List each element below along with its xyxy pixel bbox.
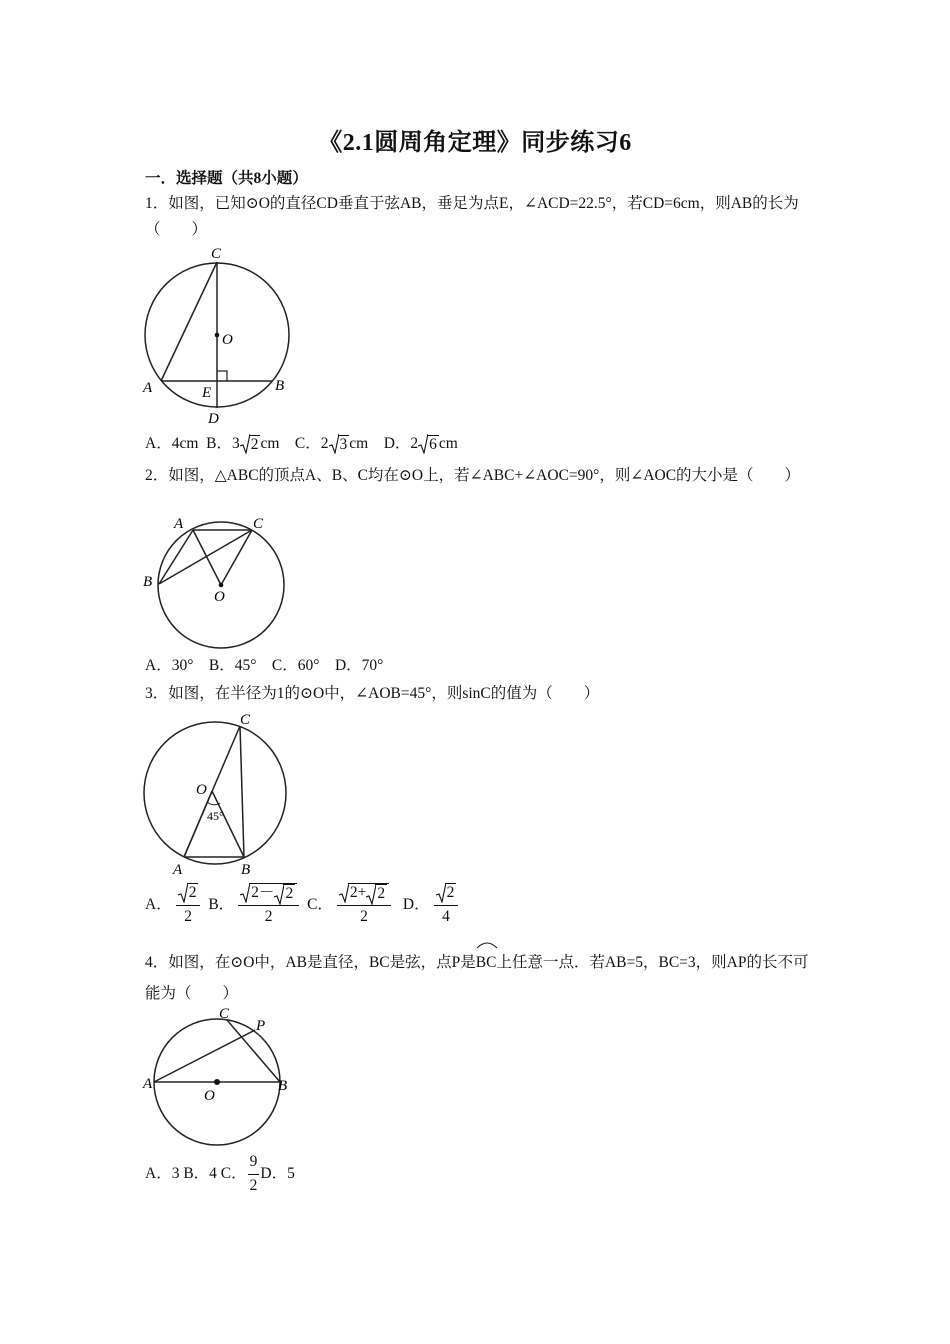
label-p: P — [256, 1018, 266, 1034]
question-1-options — [145, 432, 458, 457]
option-c: C． 2+ 2 2 — [307, 882, 395, 928]
option-d: D．2 6 cm — [383, 435, 458, 453]
option-d: D． $\frac{2}{4}$ — [403, 882, 462, 928]
label-b: B — [278, 1078, 288, 1094]
options-prefix: A．3 B．4 C． — [145, 1165, 247, 1182]
question-1-text: 1．如图，已知⊙O的直径CD垂直于弦AB，垂足为点E，∠ACD=22.5°，若CD=6cm，则AB的长为（ ） — [145, 195, 799, 238]
label-a: A — [173, 862, 183, 878]
question-2-text: 2．如图，△ABC的顶点A、B、C均在⊙O上，若∠ABC+∠AOC=90°，则∠AOC的大小是（ ） — [145, 467, 801, 484]
label-c: C — [240, 712, 251, 728]
question-3-options — [145, 882, 462, 928]
label-o: O — [214, 589, 225, 605]
question-2-options: A．30° B．45° C．60° D．70° — [145, 657, 384, 674]
arc-bc: BC — [476, 947, 497, 978]
question-3-text: 3．如图，在半径为1的⊙O中，∠AOB=45°，则sinC的值为（ ） — [145, 685, 600, 702]
segment-bc — [240, 726, 244, 857]
question-2-figure — [140, 513, 290, 653]
segment-bc — [159, 530, 252, 584]
question-4-text: 4．如图，在⊙O中，AB是直径，BC是弦，点P是 BC上任意一点．若AB=5，BC=3，则AP的长不可能为（ ） — [145, 947, 815, 1009]
segment-bo — [212, 791, 244, 857]
label-a: A — [174, 516, 184, 532]
question-1-figure — [140, 240, 300, 425]
option-c-fraction: $\frac{9}{2}$ — [249, 1153, 258, 1194]
option-a: A．4cm — [145, 435, 199, 453]
circle-o — [144, 722, 286, 864]
label-b: B — [275, 378, 285, 394]
label-c: C — [211, 246, 222, 262]
option-d: D．5 — [260, 1165, 295, 1182]
question-4-figure — [140, 1002, 300, 1147]
label-o: O — [222, 332, 233, 348]
center-dot — [215, 333, 220, 338]
option-c: C．2 3 cm — [294, 435, 369, 453]
option-a: A． $\frac{2}{2}$ — [145, 882, 204, 928]
segment-ac — [184, 726, 240, 857]
center-dot — [219, 583, 224, 588]
page-title: 《2.1圆周角定理》同步练习6 — [318, 130, 632, 156]
label-o: O — [196, 782, 207, 798]
right-angle-mark — [217, 371, 227, 381]
label-b: B — [143, 574, 153, 590]
segment-ac — [161, 262, 217, 381]
label-angle: 45° — [207, 809, 224, 823]
label-c: C — [253, 516, 264, 532]
label-e: E — [202, 385, 212, 401]
segment-ap — [154, 1030, 255, 1082]
section-heading: 一．选择题（共8小题） — [145, 170, 308, 187]
label-d: D — [208, 411, 219, 425]
label-a: A — [143, 1076, 153, 1092]
question-3-figure — [140, 708, 300, 883]
option-b: B． 2－ 2 2 — [208, 882, 303, 928]
center-dot — [214, 1079, 220, 1085]
label-o: O — [204, 1088, 215, 1104]
label-c: C — [219, 1006, 230, 1022]
option-b: B．3 2 cm — [206, 435, 280, 453]
label-b: B — [241, 862, 251, 878]
segment-ao — [193, 530, 221, 585]
label-a: A — [143, 380, 153, 396]
question-4-options — [145, 1151, 295, 1197]
